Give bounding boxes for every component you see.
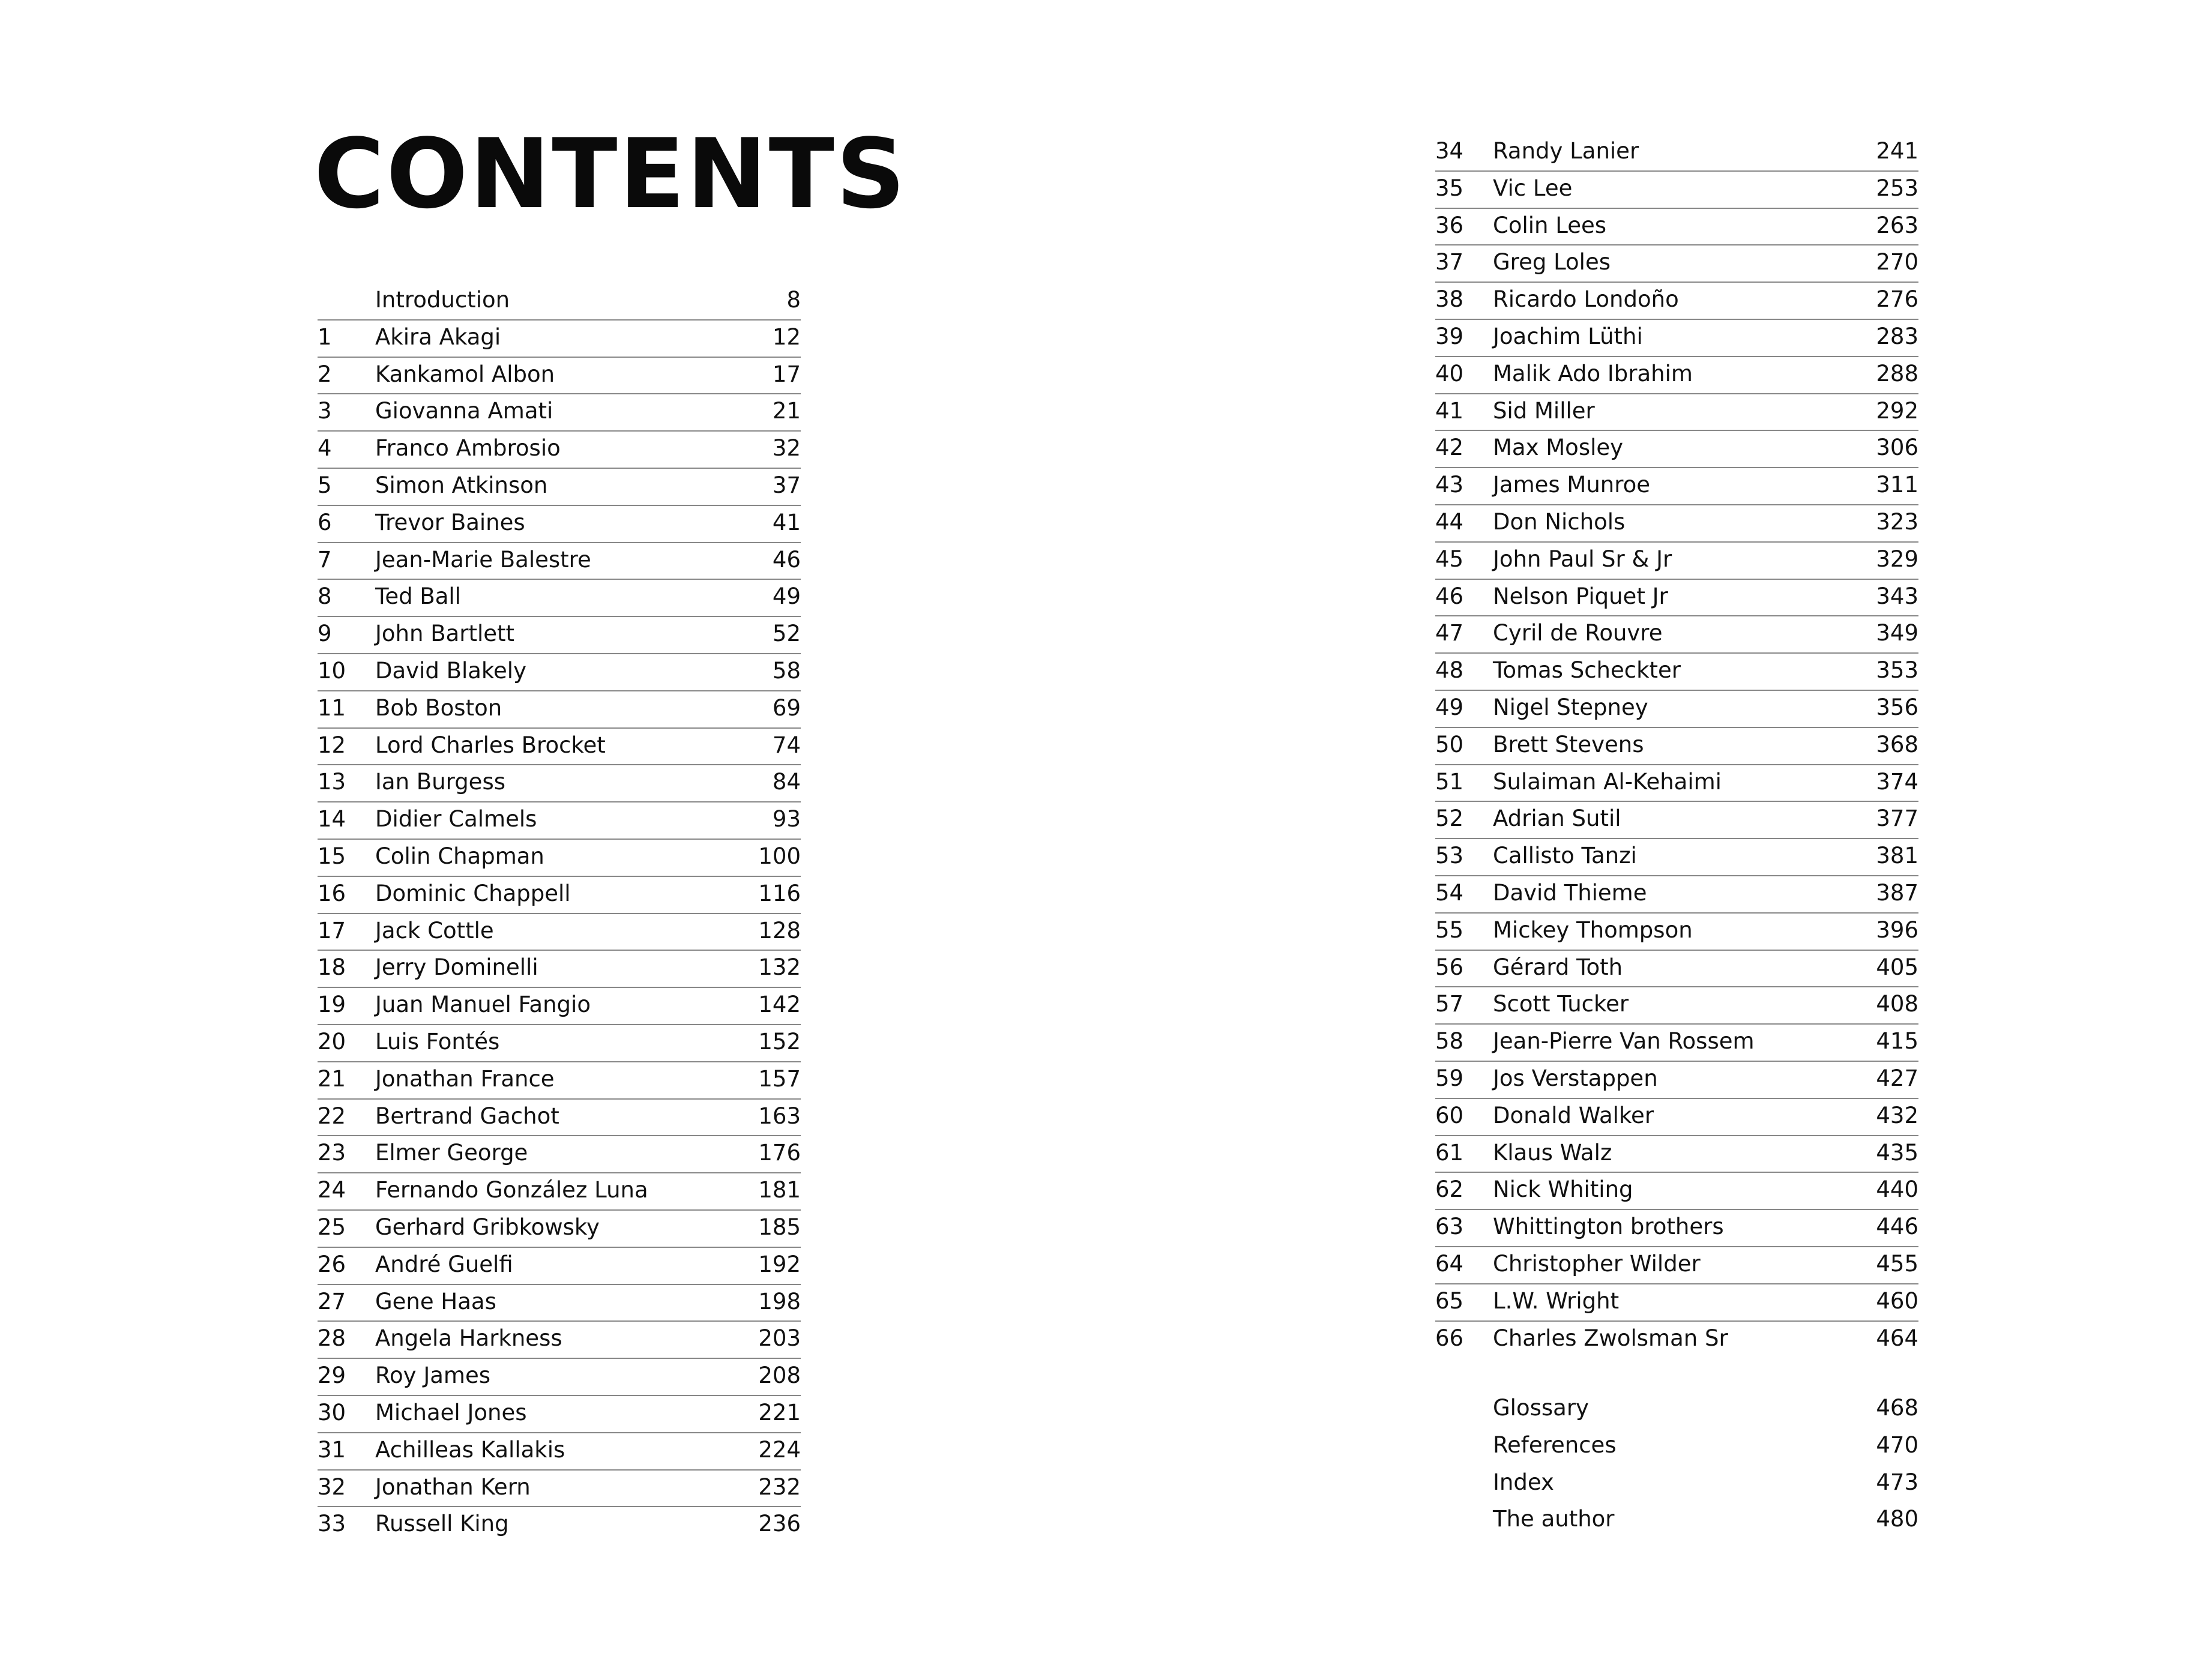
toc-back-matter [1435, 1391, 1918, 1540]
chapter-number: 56 [1435, 954, 1464, 980]
chapter-number: 6 [318, 509, 332, 535]
chapter-number: 5 [318, 472, 332, 498]
chapter-number: 49 [1435, 694, 1464, 720]
chapter-number: 19 [318, 992, 346, 1018]
toc-entry[interactable] [1435, 1062, 1918, 1099]
toc-entry[interactable] [1435, 1247, 1918, 1284]
page-number: 232 [758, 1474, 801, 1500]
entry-title: Mickey Thompson [1493, 917, 1693, 943]
entry-title: Charles Zwolsman Sr [1493, 1325, 1728, 1351]
toc-entry[interactable] [318, 1396, 801, 1433]
entry-title: Angela Harkness [375, 1325, 562, 1352]
page-number: 432 [1876, 1102, 1918, 1128]
entry-title: Callisto Tanzi [1493, 843, 1637, 869]
toc-entry[interactable] [1435, 1173, 1918, 1210]
entry-title: Sulaiman Al-Kehaimi [1493, 768, 1722, 795]
toc-entry[interactable] [1435, 320, 1918, 357]
page-number: 128 [758, 917, 801, 944]
toc-entry[interactable] [1435, 283, 1918, 320]
page-number: 37 [772, 472, 801, 498]
page-number: 74 [772, 732, 801, 758]
page-number: 480 [1876, 1506, 1918, 1532]
entry-title: Klaus Walz [1493, 1139, 1612, 1166]
toc-entry[interactable] [1435, 580, 1918, 617]
entry-title: Ricardo Londoño [1493, 286, 1679, 313]
chapter-number: 43 [1435, 472, 1464, 498]
page-number: 185 [758, 1214, 801, 1240]
entry-title: Donald Walker [1493, 1102, 1654, 1128]
chapter-number: 9 [318, 621, 332, 647]
entry-title: L.W. Wright [1493, 1287, 1620, 1314]
chapter-number: 32 [318, 1474, 346, 1500]
chapter-number: 18 [318, 954, 346, 981]
page-number: 52 [772, 621, 801, 647]
page-number: 356 [1876, 694, 1918, 720]
page-number: 17 [772, 361, 801, 387]
toc-entry[interactable] [318, 691, 801, 729]
toc-entry[interactable] [318, 543, 801, 580]
chapter-number: 29 [318, 1362, 346, 1389]
toc-entry[interactable] [318, 765, 801, 802]
entry-title: Sid Miller [1493, 397, 1595, 424]
chapter-number: 31 [318, 1436, 346, 1463]
toc-entry[interactable] [318, 914, 801, 951]
chapter-number: 4 [318, 435, 332, 462]
chapter-number: 14 [318, 806, 346, 833]
toc-entry[interactable] [1435, 431, 1918, 468]
entry-title: Christopher Wilder [1493, 1250, 1701, 1277]
toc-entry[interactable] [1435, 765, 1918, 802]
chapter-number: 51 [1435, 768, 1464, 795]
toc-entry[interactable] [1435, 245, 1918, 283]
entry-title: Adrian Sutil [1493, 805, 1621, 832]
toc-entry[interactable] [318, 1248, 801, 1285]
page-number: 353 [1876, 657, 1918, 684]
entry-title: Gerhard Gribkowsky [375, 1214, 600, 1240]
chapter-number: 2 [318, 361, 332, 387]
entry-title: Nelson Piquet Jr [1493, 583, 1668, 609]
page-number: 221 [758, 1399, 801, 1426]
page-number: 455 [1876, 1250, 1918, 1277]
page-number: 224 [758, 1436, 801, 1463]
entry-title: Introduction [375, 287, 510, 313]
page-number: 460 [1876, 1287, 1918, 1314]
entry-title: Michael Jones [375, 1399, 527, 1426]
entry-title: Simon Atkinson [375, 472, 548, 498]
toc-entry[interactable] [318, 1173, 801, 1211]
entry-title: Vic Lee [1493, 175, 1573, 201]
chapter-number: 45 [1435, 546, 1464, 572]
entry-title: Lord Charles Brocket [375, 732, 606, 758]
chapter-number: 8 [318, 583, 332, 610]
chapter-number: 42 [1435, 435, 1464, 461]
toc-entry[interactable] [1435, 357, 1918, 394]
chapter-number: 55 [1435, 917, 1464, 943]
chapter-number: 21 [318, 1065, 346, 1092]
entry-title: James Munroe [1493, 472, 1651, 498]
page-number: 276 [1876, 286, 1918, 313]
toc-entry[interactable] [1435, 505, 1918, 543]
entry-title: Brett Stevens [1493, 731, 1644, 757]
page-number: 21 [772, 398, 801, 424]
page-number: 464 [1876, 1325, 1918, 1351]
toc-entry[interactable] [318, 394, 801, 432]
toc-entry[interactable] [318, 358, 801, 395]
toc-entry[interactable] [318, 283, 801, 321]
toc-entry[interactable] [318, 1471, 801, 1508]
page-number: 236 [758, 1511, 801, 1537]
chapter-number: 1 [318, 324, 332, 350]
page-number: 473 [1876, 1469, 1918, 1495]
chapter-number: 13 [318, 769, 346, 795]
chapter-number: 25 [318, 1214, 346, 1240]
toc-entry[interactable] [318, 802, 801, 840]
chapter-number: 33 [318, 1511, 346, 1537]
entry-title: Luis Fontés [375, 1028, 500, 1055]
entry-title: Colin Chapman [375, 843, 544, 869]
toc-entry[interactable] [318, 321, 801, 358]
page-number: 100 [758, 843, 801, 869]
chapter-number: 36 [1435, 212, 1464, 238]
entry-title: Don Nichols [1493, 508, 1626, 535]
toc-entry[interactable] [1435, 839, 1918, 876]
chapter-number: 7 [318, 546, 332, 573]
toc-entry[interactable] [318, 1359, 801, 1396]
chapter-number: 38 [1435, 286, 1464, 313]
chapter-number: 63 [1435, 1214, 1464, 1240]
toc-entry[interactable] [1435, 134, 1918, 172]
toc-entry[interactable] [318, 580, 801, 617]
chapter-number: 48 [1435, 657, 1464, 684]
toc-entry[interactable] [318, 1322, 801, 1359]
page-number: 253 [1876, 175, 1918, 201]
toc-entry[interactable] [1435, 1284, 1918, 1322]
page-number: 396 [1876, 917, 1918, 943]
page-number: 323 [1876, 508, 1918, 535]
entry-title: Elmer George [375, 1140, 528, 1166]
entry-title: David Blakely [375, 657, 526, 684]
page-number: 381 [1876, 843, 1918, 869]
entry-title: Scott Tucker [1493, 991, 1629, 1017]
entry-title: Dominic Chappell [375, 880, 571, 906]
toc-entry[interactable] [1435, 1099, 1918, 1136]
toc-entry[interactable] [318, 1433, 801, 1471]
entry-title: Tomas Scheckter [1493, 657, 1681, 684]
chapter-number: 65 [1435, 1287, 1464, 1314]
entry-title: Bertrand Gachot [375, 1103, 559, 1129]
chapter-number: 35 [1435, 175, 1464, 201]
chapter-number: 60 [1435, 1102, 1464, 1128]
contents-title: CONTENTS [314, 118, 908, 230]
entry-title: Nigel Stepney [1493, 694, 1648, 720]
chapter-number: 24 [318, 1177, 346, 1203]
page-number: 192 [758, 1251, 801, 1277]
entry-title: Jos Verstappen [1493, 1065, 1658, 1091]
chapter-number: 37 [1435, 249, 1464, 275]
chapter-number: 12 [318, 732, 346, 758]
toc-entry[interactable] [318, 432, 801, 469]
toc-entry[interactable] [318, 506, 801, 543]
entry-title: Ian Burgess [375, 769, 505, 795]
toc-entry[interactable] [318, 729, 801, 766]
toc-entry[interactable] [318, 1100, 801, 1137]
chapter-number: 50 [1435, 731, 1464, 757]
entry-title: David Thieme [1493, 879, 1647, 906]
entry-title: Malik Ado Ibrahim [1493, 360, 1693, 387]
toc-entry[interactable] [1435, 172, 1918, 209]
toc-entry[interactable] [1435, 728, 1918, 765]
toc-entry[interactable] [1435, 1502, 1918, 1540]
toc-entry[interactable] [318, 1285, 801, 1322]
chapter-number: 61 [1435, 1139, 1464, 1166]
page-number: 12 [772, 324, 801, 350]
page-number: 84 [772, 769, 801, 795]
toc-entry[interactable] [318, 877, 801, 914]
entry-title: Whittington brothers [1493, 1214, 1724, 1240]
chapter-number: 16 [318, 880, 346, 906]
page-number: 93 [772, 806, 801, 833]
chapter-number: 3 [318, 398, 332, 424]
page-number: 470 [1876, 1432, 1918, 1458]
toc-entry[interactable] [318, 1062, 801, 1100]
page-number: 311 [1876, 472, 1918, 498]
entry-title: Nick Whiting [1493, 1176, 1633, 1203]
toc-entry[interactable] [1435, 914, 1918, 951]
toc-entry[interactable] [1435, 691, 1918, 728]
toc-entry[interactable] [1435, 802, 1918, 839]
page-number: 58 [772, 657, 801, 684]
page-number: 368 [1876, 731, 1918, 757]
chapter-number: 66 [1435, 1325, 1464, 1351]
chapter-number: 39 [1435, 323, 1464, 349]
chapter-number: 15 [318, 843, 346, 869]
toc-entry[interactable] [318, 840, 801, 877]
toc-entry[interactable] [1435, 616, 1918, 654]
page-number: 270 [1876, 249, 1918, 275]
toc-entry[interactable] [1435, 1210, 1918, 1247]
entry-title: Giovanna Amati [375, 398, 553, 424]
entry-title: Jonathan France [375, 1065, 555, 1092]
entry-title: Kankamol Albon [375, 361, 555, 387]
page-number: 181 [758, 1177, 801, 1203]
chapter-number: 34 [1435, 138, 1464, 164]
toc-entry[interactable] [1435, 654, 1918, 691]
page-number: 203 [758, 1325, 801, 1352]
toc-entry[interactable] [1435, 1391, 1918, 1429]
page-number: 427 [1876, 1065, 1918, 1091]
entry-title: References [1493, 1432, 1617, 1458]
entry-title: John Bartlett [375, 621, 515, 647]
page-number: 440 [1876, 1176, 1918, 1203]
chapter-number: 54 [1435, 879, 1464, 906]
chapter-number: 52 [1435, 805, 1464, 832]
page-number: 306 [1876, 435, 1918, 461]
chapter-number: 30 [318, 1399, 346, 1426]
entry-title: Franco Ambrosio [375, 435, 561, 462]
toc-left-column [318, 283, 801, 1544]
chapter-number: 58 [1435, 1028, 1464, 1055]
chapter-number: 10 [318, 657, 346, 684]
chapter-number: 26 [318, 1251, 346, 1277]
toc-right-column [1435, 134, 1918, 1358]
page-number: 49 [772, 583, 801, 610]
entry-title: Gérard Toth [1493, 954, 1623, 980]
page-number: 468 [1876, 1395, 1918, 1421]
entry-title: Joachim Lüthi [1493, 323, 1643, 349]
entry-title: Randy Lanier [1493, 138, 1639, 164]
page-number: 349 [1876, 620, 1918, 646]
page-number: 283 [1876, 323, 1918, 349]
chapter-number: 59 [1435, 1065, 1464, 1091]
entry-title: Juan Manuel Fangio [375, 992, 591, 1018]
page-number: 292 [1876, 397, 1918, 424]
toc-entry[interactable] [318, 1211, 801, 1248]
entry-title: Bob Boston [375, 694, 502, 721]
chapter-number: 41 [1435, 397, 1464, 424]
chapter-number: 53 [1435, 843, 1464, 869]
entry-title: The author [1493, 1506, 1615, 1532]
page-number: 157 [758, 1065, 801, 1092]
entry-title: Jean-Marie Balestre [375, 546, 591, 573]
entry-title: Trevor Baines [375, 509, 525, 535]
page-number: 263 [1876, 212, 1918, 238]
entry-title: Cyril de Rouvre [1493, 620, 1663, 646]
toc-entry[interactable] [1435, 1429, 1918, 1466]
chapter-number: 46 [1435, 583, 1464, 609]
page-number: 343 [1876, 583, 1918, 609]
toc-entry[interactable] [1435, 468, 1918, 505]
page-number: 132 [758, 954, 801, 981]
page-number: 152 [758, 1028, 801, 1055]
toc-entry[interactable] [318, 988, 801, 1025]
toc-entry[interactable] [318, 951, 801, 988]
toc-entry[interactable] [1435, 951, 1918, 988]
page-number: 374 [1876, 768, 1918, 795]
chapter-number: 40 [1435, 360, 1464, 387]
page-number: 377 [1876, 805, 1918, 832]
entry-title: Akira Akagi [375, 324, 501, 350]
toc-entry[interactable] [318, 1507, 801, 1544]
entry-title: André Guelfi [375, 1251, 513, 1277]
entry-title: Fernando González Luna [375, 1177, 648, 1203]
chapter-number: 62 [1435, 1176, 1464, 1203]
page-number: 116 [758, 880, 801, 906]
chapter-number: 64 [1435, 1250, 1464, 1277]
entry-title: Roy James [375, 1362, 491, 1389]
page-number: 142 [758, 992, 801, 1018]
toc-entry[interactable] [318, 1136, 801, 1173]
chapter-number: 23 [318, 1140, 346, 1166]
toc-entry[interactable] [1435, 1025, 1918, 1062]
page-number: 387 [1876, 879, 1918, 906]
page-number: 69 [772, 694, 801, 721]
entry-title: Max Mosley [1493, 435, 1624, 461]
chapter-number: 47 [1435, 620, 1464, 646]
entry-title: Achilleas Kallakis [375, 1436, 565, 1463]
page-number: 198 [758, 1288, 801, 1314]
page-number: 46 [772, 546, 801, 573]
toc-entry[interactable] [1435, 209, 1918, 246]
page-number: 8 [786, 287, 801, 313]
page-number: 408 [1876, 991, 1918, 1017]
toc-entry[interactable] [1435, 394, 1918, 432]
chapter-number: 44 [1435, 508, 1464, 535]
entry-title: Jack Cottle [375, 917, 494, 944]
chapter-number: 27 [318, 1288, 346, 1314]
toc-entry[interactable] [318, 654, 801, 691]
chapter-number: 22 [318, 1103, 346, 1129]
entry-title: Jonathan Kern [375, 1474, 531, 1500]
toc-entry[interactable] [1435, 1322, 1918, 1359]
page-number: 163 [758, 1103, 801, 1129]
toc-entry[interactable] [1435, 543, 1918, 580]
toc-entry[interactable] [318, 1025, 801, 1062]
chapter-number: 57 [1435, 991, 1464, 1017]
entry-title: Jean-Pierre Van Rossem [1493, 1028, 1755, 1055]
page-number: 208 [758, 1362, 801, 1389]
entry-title: Index [1493, 1469, 1554, 1495]
page-number: 329 [1876, 546, 1918, 572]
entry-title: Russell King [375, 1511, 509, 1537]
entry-title: Gene Haas [375, 1288, 496, 1314]
toc-entry[interactable] [1435, 987, 1918, 1025]
chapter-number: 28 [318, 1325, 346, 1352]
entry-title: Ted Ball [375, 583, 461, 610]
chapter-number: 20 [318, 1028, 346, 1055]
toc-entry[interactable] [318, 469, 801, 506]
entry-title: Glossary [1493, 1395, 1589, 1421]
chapter-number: 17 [318, 917, 346, 944]
toc-entry[interactable] [318, 617, 801, 654]
entry-title: Jerry Dominelli [375, 954, 538, 981]
page-number: 415 [1876, 1028, 1918, 1055]
entry-title: John Paul Sr & Jr [1493, 546, 1672, 572]
entry-title: Colin Lees [1493, 212, 1607, 238]
page-number: 435 [1876, 1139, 1918, 1166]
toc-entry[interactable] [1435, 1136, 1918, 1173]
page-number: 241 [1876, 138, 1918, 164]
toc-entry[interactable] [1435, 1466, 1918, 1503]
page-number: 405 [1876, 954, 1918, 980]
chapter-number: 11 [318, 694, 346, 721]
page-number: 176 [758, 1140, 801, 1166]
page-number: 446 [1876, 1214, 1918, 1240]
entry-title: Didier Calmels [375, 806, 537, 833]
page-number: 32 [772, 435, 801, 462]
toc-entry[interactable] [1435, 876, 1918, 914]
page-number: 41 [772, 509, 801, 535]
page-number: 288 [1876, 360, 1918, 387]
entry-title: Greg Loles [1493, 249, 1611, 275]
